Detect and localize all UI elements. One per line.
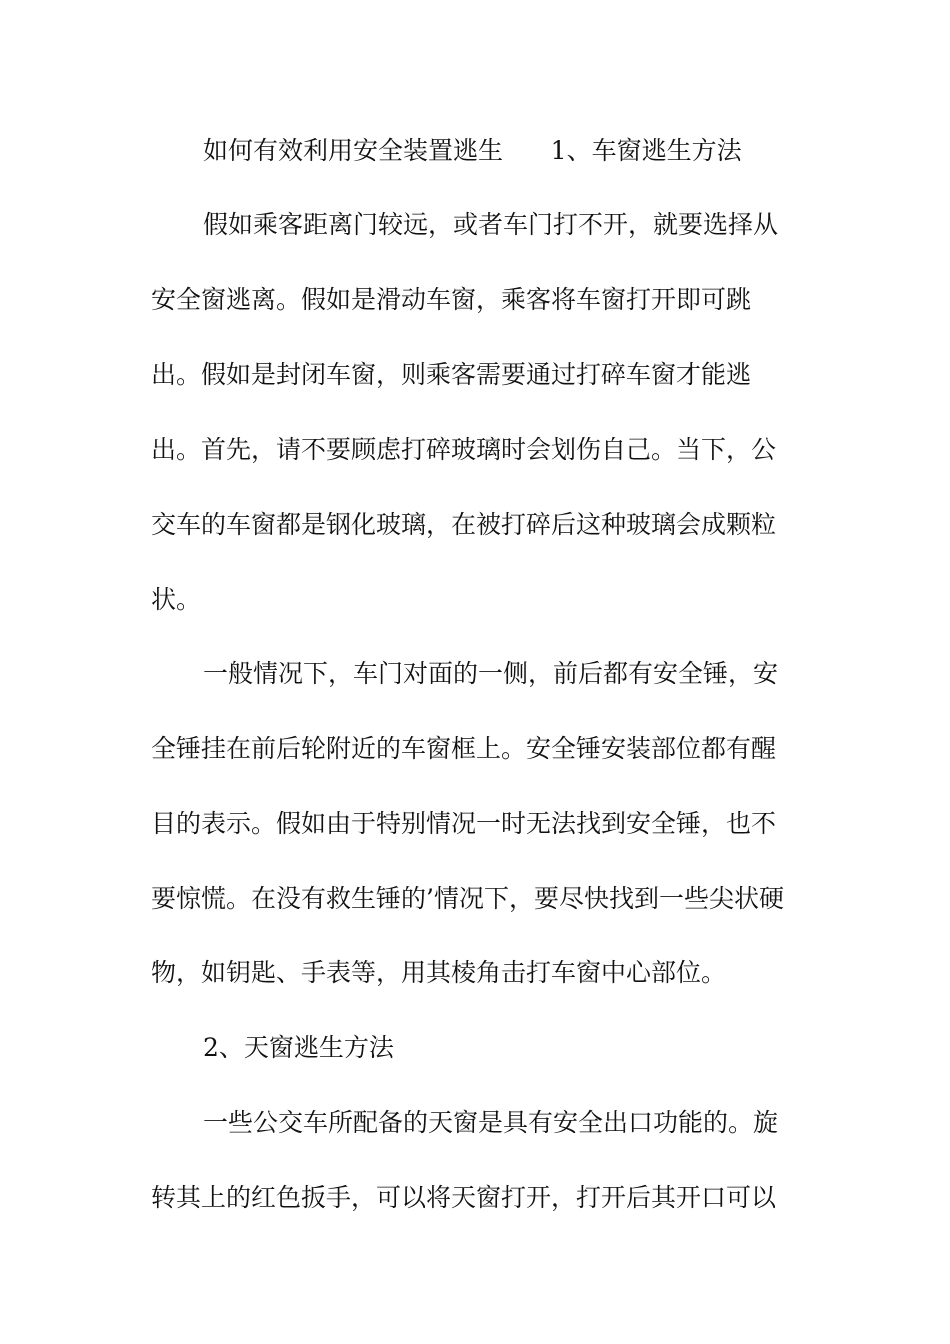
paragraph-line: 全锤挂在前后轮附近的车窗框上。安全锤安装部位都有醒 (151, 734, 777, 763)
paragraph-line: 物，如钥匙、手表等，用其棱角击打车窗中心部位。 (151, 958, 727, 987)
section-heading: 2、天窗逃生方法 (203, 1033, 394, 1062)
paragraph-line: 转其上的红色扳手，可以将天窗打开，打开后其开口可以 (151, 1183, 777, 1212)
paragraph-line: 出。假如是封闭车窗，则乘客需要通过打碎车窗才能逃 (151, 360, 752, 389)
heading-line: 如何有效利用安全装置逃生 1、车窗逃生方法 (203, 136, 742, 165)
paragraph-line: 状。 (151, 585, 202, 614)
paragraph-line: 目的表示。假如由于特别情况一时无法找到安全锤，也不 (151, 809, 777, 838)
paragraph-line: 要惊慌。在没有救生锤的’情况下，要尽快找到一些尖状硬 (151, 884, 784, 913)
paragraph-line: 一般情况下，车门对面的一侧，前后都有安全锤，安 (203, 659, 779, 688)
paragraph-line: 假如乘客距离门较远，或者车门打不开，就要选择从 (203, 210, 779, 239)
paragraph-line: 一些公交车所配备的天窗是具有安全出口功能的。旋 (203, 1108, 779, 1137)
paragraph-line: 交车的车窗都是钢化玻璃，在被打碎后这种玻璃会成颗粒 (151, 510, 777, 539)
paragraph-line: 安全窗逃离。假如是滑动车窗，乘客将车窗打开即可跳 (151, 285, 752, 314)
paragraph-line: 出。首先，请不要顾虑打碎玻璃时会划伤自己。当下，公 (151, 435, 777, 464)
